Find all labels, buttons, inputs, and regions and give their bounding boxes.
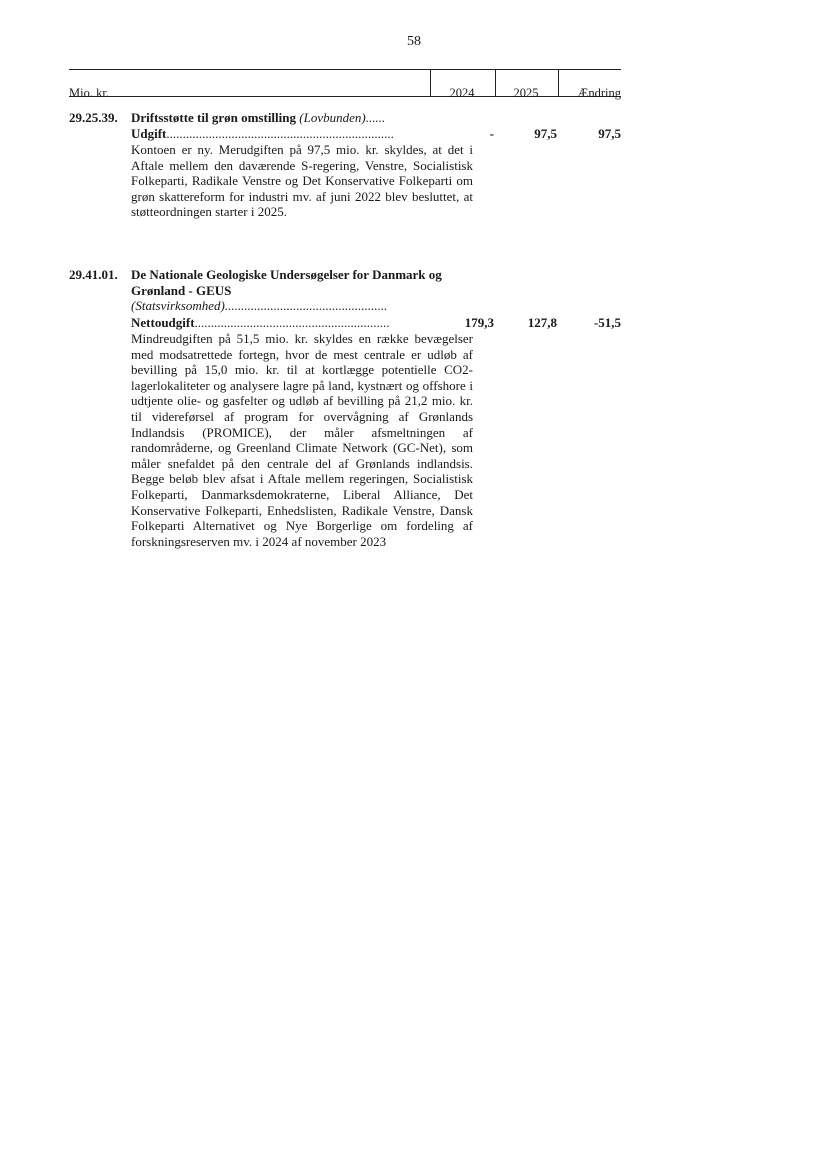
- item-label: Udgift: [131, 126, 167, 141]
- entry-description: Kontoen er ny. Merudgiften på 97,5 mio. kr. skyldes, at det i Aftale mellem den daværende S-regering, Venstre, Socialistisk Folkeparti, Radikale Venstre og Det Konservative Folkeparti om grøn skattereform for industri mv. af juni 2022 blev besluttet, at støtteordningen starter i 2025.: [131, 142, 473, 220]
- entry-description: Mindreudgiften på 51,5 mio. kr. skyldes en række bevægelser med modsatrettede fortegn, hvor de mest centrale er udløb af bevilling på 15,0 mio. kr. til at kortlægge potentielle CO2-lagerlokaliteter og analysere lagre på land, kystnært og offshore i udtjente olie- og gasfelter og udløb af bevilling på 21,2 mio. kr. til videreførsel af program for overvågning af Grønlands Indlandsis (PROMICE), der måler afsmeltningen af randområderne, og Greenland Climate Network (GC-Net), som måler snefaldet på den centrale del af Grønlands indlandsis. Begge beløb blev afsat i Aftale mellem regeringen, Socialistisk Folkeparti, Danmarksdemokraterne, Liberal Alliance, Det Konservative Folkeparti, Enhedslisten, Radikale Venstre, Dansk Folkeparti Alternativet og Nye Borgerlige om fordeling af forskningsreserven mv. i 2024 af november 2023: [131, 331, 473, 549]
- item-leader-dots: ............................................................: [194, 315, 390, 330]
- value-2025: 127,8: [527, 315, 557, 330]
- value-change: 97,5: [598, 126, 621, 141]
- account-title-suffix: (Statsvirksomhed)..................................................: [131, 298, 388, 314]
- item-line: [131, 126, 473, 142]
- table-header: [69, 69, 621, 99]
- page-number: 58: [407, 34, 421, 49]
- header-col-2024: 2024: [449, 86, 475, 100]
- budget-entry: [69, 267, 621, 612]
- header-unit-label: Mio. kr.: [69, 86, 109, 100]
- budget-entry: [69, 110, 621, 260]
- account-code: 29.41.01.: [69, 267, 118, 282]
- account-title-suffix: (Lovbunden)......: [299, 110, 386, 125]
- account-code: 29.25.39.: [69, 110, 118, 125]
- item-leader-dots: ......................................................................: [166, 126, 394, 141]
- account-title-text: De Nationale Geologiske Undersøgelser for Danmark og Grønland - GEUS: [131, 267, 442, 298]
- account-title-text: Driftsstøtte til grøn omstilling: [131, 110, 297, 125]
- value-change: -51,5: [593, 315, 621, 330]
- value-2024: -: [489, 126, 494, 141]
- header-col-2025: 2025: [513, 86, 539, 100]
- account-title: [131, 110, 473, 126]
- value-2025: 97,5: [534, 126, 557, 141]
- header-top-rule: [69, 69, 621, 70]
- item-line: [131, 315, 473, 331]
- header-col-change: Ændring: [577, 86, 621, 100]
- account-title: [131, 267, 473, 314]
- item-label: Nettoudgift: [131, 315, 195, 330]
- value-2024: 179,3: [464, 315, 494, 330]
